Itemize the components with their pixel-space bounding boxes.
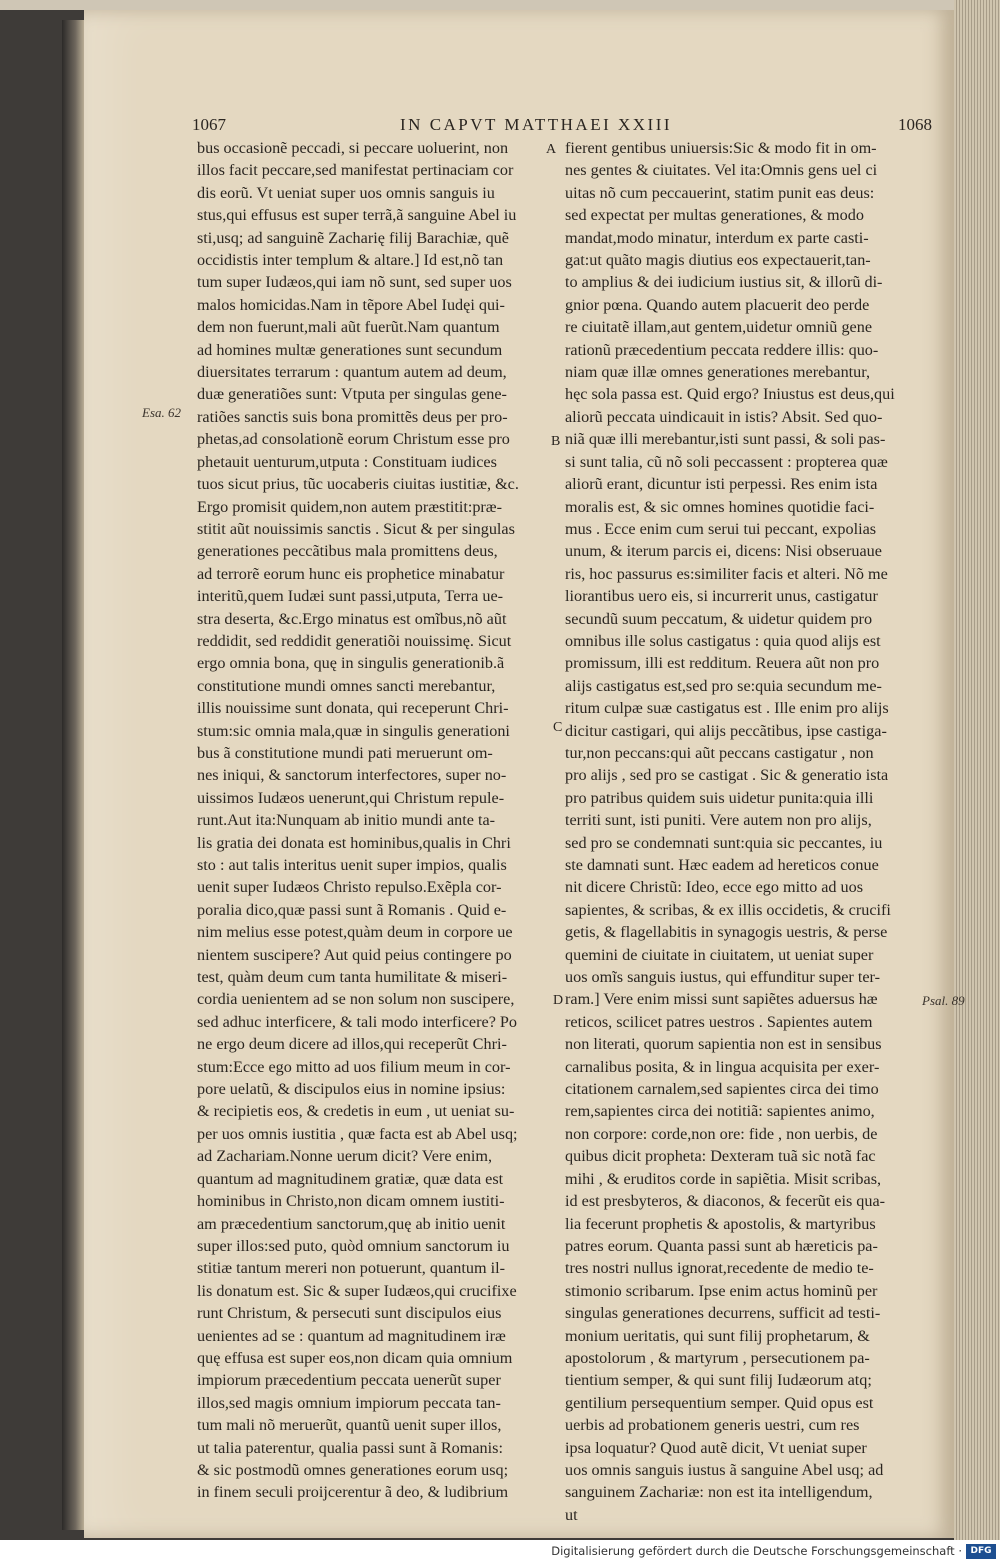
right-column-line: gentilium persequentium semper. Quid opus est [565,1393,874,1412]
right-column-line: ris, hoc passurus es:similiter facis et alteri. Nõ me [565,564,888,583]
left-column-line: test, quàm deum cum tanta humilitate & miseri- [197,968,508,987]
right-column-line: nes gentes & ciuitates. Vel ita:Omnis gens uel ci [565,161,878,180]
section-marker-c: C [553,720,563,735]
right-column-line: fierent gentibus uniuersis:Sic & modo fit in om- [565,139,877,157]
left-column-line: dis eorũ. Vt ueniat super uos omnis sanguis iu [197,183,495,202]
left-column-line: cordia uenientem ad se non solum non suscipere, [197,990,515,1009]
right-column-line: omnibus ille solus castigatus : quia quod alijs est [565,631,881,650]
running-header [192,115,932,139]
left-column-line: ergo omnia bona, quę in singulis generationib.ã [197,654,505,673]
right-column-line: citationem carnalem,sed sapientes circa dei timo [565,1080,879,1099]
right-column-line: quemini de ciuitate in ciuitatem, ut ueniat super [565,945,874,964]
left-column-line: quę effusa est super eos,non dicam quia omnium [197,1348,513,1367]
left-column-line: reddidit, sed reddidit generatiõi nouissimę. Sicut [197,631,512,650]
left-column-line: nes iniqui, & sanctorum interfectores, super no- [197,766,507,785]
right-column-line: apostolorum , & martyrum , persecutionem pa- [565,1348,870,1367]
right-column-line: alijs castigatus est,sed pro se:quia secundum me- [565,676,882,695]
funding-credit: Digitalisierung gefördert durch die Deutsche Forschungsgemeinschaft · [551,1544,962,1558]
left-column-line: ad Zachariam.Nonne uerum dicit? Vere enim, [197,1147,493,1166]
right-column-line: quibus dicit propheta: Dexteram tuã sic notã fac [565,1147,876,1166]
running-title: IN CAPVT MATTHAEI XXIII [400,115,673,134]
left-column-line: stitiæ tantum mereri non potuerunt, quantum il- [197,1259,505,1278]
viewer-top-bar [0,0,1000,10]
right-column-line: patres eorum. Quanta passi sunt ab hæreticis pa- [565,1236,878,1255]
right-column-line: sed pro se condemnati sunt:quia sic peccantes, iu [565,833,883,852]
left-column-line: phetas,ad consolationẽ eorum Christum esse pro [197,430,510,449]
right-column-line: pro patribus quidem suis uidetur punita:quia illi [565,788,874,807]
left-column-line: pore uelatũ, & discipulos eius in nomine ipsius: [197,1080,506,1099]
left-column-line: interitũ,quem Iudæi sunt passi,utputa, Terra ue- [197,587,504,606]
right-column-line: niã quæ illi merebantur,isti sunt passi, & soli pas- [565,430,886,449]
left-column-line: ut talia paterentur, qualia passi sunt ã Romanis: [197,1438,503,1457]
left-column-line: impiorum præcedentium peccata uenerũt super [197,1371,501,1390]
left-column-line: runt Christum, & persecuti sunt discipulos eius [197,1304,502,1323]
right-column-line: getis, & flagellabitis in synagogis uestris, & perse [565,923,888,942]
left-column-line: stum:sic omnia mala,quæ in singulis generationi [197,721,510,740]
right-column-line: to amplius & dei iudicium iustius sit, & illorũ di- [565,273,883,292]
left-column-line: ad homines multæ generationes sunt secundum [197,340,503,359]
left-column-line: uenientes ad se : quantum ad magnitudinem iræ [197,1326,506,1345]
left-column-line: bus occasionẽ peccadi, si peccare uoluerint, non [197,139,509,157]
left-column-line: stus,qui effusus est super terrã,ã sanguine Abel iu [197,206,517,225]
margin-note-psal: Psal. 89 [922,993,965,1008]
dfg-logo-icon: DFG [966,1544,996,1559]
right-column-line: rationũ præcedentium peccata reddere illis: quo- [565,340,879,359]
page-number-left: 1067 [192,115,226,134]
left-column-line: tum mali nõ meruerũt, quantũ uenit super illos, [197,1416,502,1435]
right-column-line: dicitur castigari, qui alijs peccãtibus, ipse castiga- [565,721,887,740]
right-column-line: stimonio scribarum. Ipse enim actus hominũ per [565,1281,878,1300]
right-column-line: liorantibus uero eis, si incurrerit unus, castigatur [565,587,878,606]
left-column-line: runt.Aut ita:Nunquam ab initio mundi ante ta- [197,811,496,830]
right-column-line: nit dicere Christũ: Ideo, ecce ego mitto ad uos [565,878,864,897]
section-marker-a: A [546,142,557,157]
left-column-line: stitit aũt nouissimis sanctis . Sicut & per singulas [197,519,515,538]
right-column-line: niam quæ illæ omnes generationes merebantur, [565,363,871,382]
right-column-line: id est presbyteros, & diaconos, & fecerũt eis qua- [565,1192,886,1211]
right-column-line: rem,sapientes circa dei notitiã: sapientes animo, [565,1102,875,1121]
right-column-line: secundũ suum peccatum, & uidetur quidem pro [565,609,873,628]
right-column-line: lia fecerunt prophetis & apostolis, & martyribus [565,1214,876,1233]
left-column-line: lis gratia dei donata est hominibus,qualis in Chri [197,833,511,852]
right-column-line: ut [565,1505,578,1524]
right-column-line: tientium semper, & qui sunt filij Iudæorum atq; [565,1371,872,1390]
margin-note-esa: Esa. 62 [142,405,181,420]
right-column-line: territi sunt, isti puniti. Vere autem non pro alijs, [565,811,872,830]
right-column-line: unum, & iterum parcis ei, dicens: Nisi obseruaue [565,542,882,561]
right-column-line: pro alijs , sed pro se castigat . Sic & generatio ista [565,766,889,785]
right-column-line: singulas generationes decurrens, sufficit ad testi- [565,1304,881,1323]
left-column-line: Ergo promisit quidem,non autem præstitit:præ- [197,497,502,516]
right-column-line: hęc sola passa est. Quid ergo? Iniustus est deus,qui [565,385,895,404]
left-column-line: sto : aut talis interitus uenit super impios, qualis [197,856,507,874]
right-column-line: si sunt talia, cũ nõ soli peccassent : propterea quæ [565,452,888,471]
left-column-line: sed adhuc interficere, & tali modo interficere? Po [197,1012,518,1031]
right-column-line: carnalibus posita, & in lingua acquisita per exer- [565,1057,880,1076]
left-column-line: constitutione mundi omnes sancti merebantur, [197,676,496,695]
section-marker-d: D [553,993,564,1008]
left-column-line: dem non fuerunt,mali aũt fuerũt.Nam quantum [197,318,500,337]
left-column-line: duæ generatiões sunt: Vtputa per singulas gene- [197,385,507,404]
right-column-line: ipsa loquatur? Quod autẽ dicit, Vt ueniat super [565,1438,867,1457]
right-column-line: moralis est, & sic omnes homines quotidie faci- [565,497,875,516]
right-column-line: reticos, scilicet patres uestros . Sapientes autem [565,1012,873,1031]
left-column-line: uenit super Iudæos Christo repulso.Exẽpla cor- [197,878,502,897]
right-column-line: aliorũ peccata uindicauit in istis? Absit. Sed quo- [565,407,883,426]
right-column-line: mus . Ecce enim cum serui tui peccant, expolias [565,519,877,538]
left-column-line: poralia dico,quæ passi sunt ã Romanis . Quid e- [197,900,507,919]
left-column-line: bus ã constitutione mundi pati meruerunt om- [197,743,493,762]
right-column-line: sapientes, & scribas, & ex illis occidetis, & crucifi [565,900,891,919]
book-gutter [62,20,84,1530]
left-column-line: super illos:sed puto, quòd omnium sanctorum iu [197,1236,510,1255]
left-column-line: illos,sed magis omnium impiorum peccata tan- [197,1393,501,1412]
right-column-line: gnior pœna. Quando autem placuerit deo perde [565,295,870,314]
left-column-line: uissimos Iudæos uenerunt,qui Christum repule- [197,788,505,807]
left-column-line: sti,usq; ad sanguinẽ Zacharię filij Barachiæ, quẽ [197,228,509,247]
left-column-line: illos facit peccare,sed manifestat pertinaciam cor [197,161,514,180]
right-column-line: sed expectat per multas generationes, & modo [565,206,864,225]
left-column-line: phetauit uenturum,utputa : Constituam iudices [197,452,497,471]
left-column-line: ne ergo deum dicere ad illos,qui receperũt Chri- [197,1035,507,1054]
left-column-line: tuos sicut prius, tũc uocaberis ciuitas iustitiæ, &c. [197,475,519,494]
left-column-line: & sic postmodũ omnes generationes eorum usq; [197,1460,509,1479]
right-column-line: uos omĩs sanguis iustus, qui effunditur super ter- [565,968,881,987]
left-column-line: lis donatum est. Sic & super Iudæos,qui crucifixe [197,1281,517,1300]
right-column-line: mandat,modo minatur, interdum ex parte casti- [565,228,869,247]
left-column-line: malos homicidas.Nam in tẽpore Abel Iudęi qui- [197,295,505,314]
left-column-line: am præcedentium sanctorum,quę ab initio uenit [197,1214,506,1233]
right-column-line: ram.] Vere enim missi sunt sapiẽtes aduersus hæ [565,990,878,1009]
right-column-line: mihi , & eruditos corde in sapiẽtia. Misit scribas, [565,1169,882,1188]
page-stack-edge [954,0,1000,1540]
left-column-line: ad terrorẽ eorum hunc eis prophetice minabatur [197,564,505,583]
right-column-line: aliorũ erant, dicuntur isti perpessi. Res enim ista [565,475,878,494]
left-column-line: ratiões sanctis suis bona promittẽs deus per pro- [197,407,508,426]
left-column-line: nientem suscipere? Aut quid peius contingere po [197,945,512,964]
right-column-line: tur,non peccans:qui aũt peccans castigatur , non [565,743,874,762]
right-column-line: non literati, quorum sapientia non est in sensibus [565,1035,882,1054]
page-number-right: 1068 [898,115,932,134]
left-column-line: in finem seculi proijcerentur ã deo, & ludibrium [197,1483,509,1502]
right-column-line: uos omnis sanguis iustus ã sanguine Abel usq; ad [565,1460,884,1479]
right-column-line: promissum, illi est redditum. Reuera aũt non pro [565,654,880,673]
left-column-line: per uos omnis iustitia , quæ facta est ab Abel usq; [197,1124,518,1143]
right-column-line: ste damnati sunt. Hæc eadem ad hereticos conue [565,856,879,874]
left-column-line: hominibus in Christo,non dicam omnem iustiti- [197,1192,505,1211]
left-column-line: nim melius esse potest,quàm deum in corpore ue [197,923,513,942]
left-column-line: generationes peccãtibus mala promittens deus, [197,542,498,561]
right-column-line: uerbis ad probationem generis uestri, cum res [565,1416,860,1435]
left-column-line: occidistis inter templum & altare.] Id est,nõ tan [197,251,504,270]
right-column-line: tres nostri nullus ignorat,recedente de medio te- [565,1259,874,1278]
text-column-right [565,137,925,1526]
left-column-line: diuersitates terrarum : quantum autem ad deum, [197,363,507,382]
left-column-line: stra deserta, &c.Ergo minatus est omĩbus,nõ aũt [197,609,507,628]
left-column-line: stum:Ecce ego mitto ad uos filium meum in cor- [197,1057,511,1076]
right-column-line: uitas nõ cum peccauerint, statim punit eas deus: [565,183,875,202]
digitization-footer [0,1540,1000,1564]
right-column-line: ritum culpæ suæ castigatus est . Ille enim pro alijs [565,699,889,718]
right-column-line: gat:ut quãto magis diutius eos expectauerit,tan- [565,251,871,270]
left-column-line: quantum ad magnitudinem gratiæ, quæ data est [197,1169,504,1188]
right-column-line: monium ueritatis, qui sunt filij prophetarum, & [565,1326,870,1345]
right-column-line: sanguinem Zachariæ: non est ita intelligendum, [565,1483,873,1502]
left-column-line: & recipietis eos, & credetis in eum , ut ueniat su- [197,1102,515,1121]
left-column-line: tum super Iudæos,qui iam nõ sunt, sed super uos [197,273,512,292]
text-column-left [197,137,542,1504]
right-column-line: re ciuitatẽ illam,aut gentem,uidetur omniũ gene [565,318,873,337]
section-marker-b: B [551,434,561,449]
right-column-line: non corpore: corde,non ore: fide , non uerbis, de [565,1124,878,1143]
left-column-line: illis nouissime sunt donata, qui receperunt Chri- [197,699,509,718]
